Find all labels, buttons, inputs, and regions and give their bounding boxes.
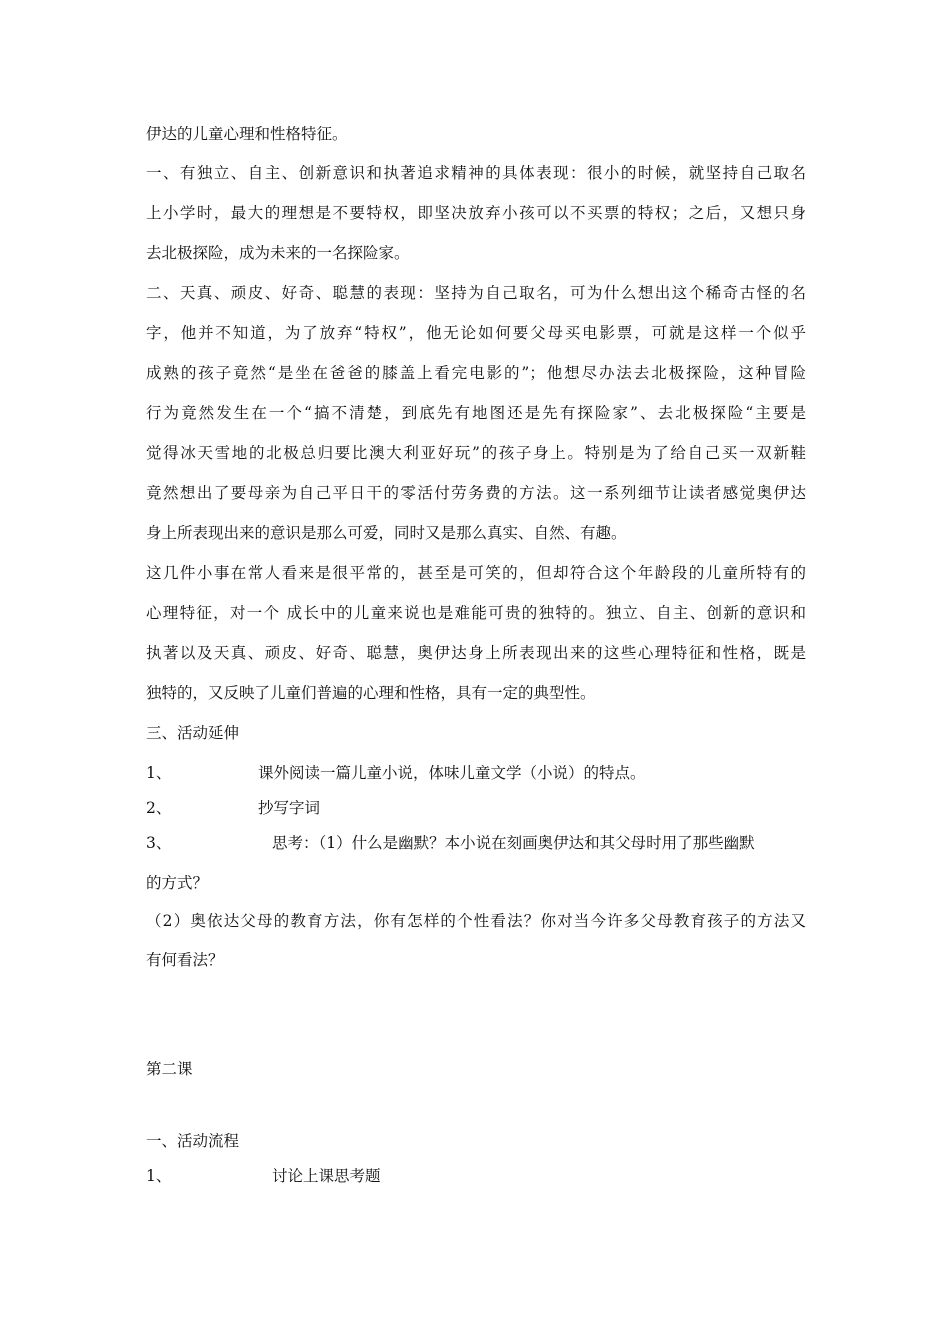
intro-tail: 伊达的儿童心理和性格特征。 [146, 125, 348, 143]
lesson2-title: 第二课 [146, 1060, 193, 1078]
item-text: 抄写字词 [258, 799, 321, 817]
item-text: 思考：（1）什么是幽默？本小说在刻画奥伊达和其父母时用了那些幽默 [272, 834, 755, 852]
item-number: 2、 [146, 799, 172, 817]
point2-line: 身上所表现出来的意识是那么可爱，同时又是那么真实、自然、有趣。 [146, 524, 627, 542]
lesson2-item-1 [146, 1166, 806, 1186]
summary-line: 心理特征，对一个 成长中的儿童来说也是难能可贵的独特的。独立、自主、创新的意识和 [146, 604, 806, 622]
point2-line: 觉得冰天雪地的北极总归要比澳大利亚好玩”的孩子身上。特别是为了给自己买一双新鞋 [146, 444, 806, 462]
item-text: 讨论上课思考题 [272, 1167, 381, 1185]
summary-line: 这几件小事在常人看来是很平常的，甚至是可笑的，但却符合这个年龄段的儿童所特有的 [146, 564, 806, 582]
point2-line: 成熟的孩子竟然“是坐在爸爸的膝盖上看完电影的”；他想尽办法去北极探险，这种冒险 [146, 364, 806, 382]
item3-continuation: 的方式？ [146, 874, 209, 892]
point1-line: 一、有独立、自主、创新意识和执著追求精神的具体表现：很小的时候，就坚持自己取名 [146, 164, 806, 182]
summary-line: 独特的，又反映了儿童们普遍的心理和性格，具有一定的典型性。 [146, 684, 596, 702]
point1-line: 去北极探险，成为未来的一名探险家。 [146, 244, 410, 262]
summary-line: 执著以及天真、顽皮、好奇、聪慧，奥伊达身上所表现出来的这些心理特征和性格，既是 [146, 644, 806, 662]
item-number: 3、 [146, 834, 172, 852]
question2-line: 有何看法？ [146, 951, 224, 969]
extension-item-2 [146, 798, 806, 818]
question2-line: （2）奥依达父母的教育方法，你有怎样的个性看法？你对当今许多父母教育孩子的方法又 [146, 912, 806, 930]
extension-item-3 [146, 833, 806, 853]
extension-item-1 [146, 763, 806, 783]
item-text: 课外阅读一篇儿童小说，体味儿童文学（小说）的特点。 [258, 764, 646, 782]
point2-line: 字，他并不知道，为了放弃“特权”，他无论如何要父母买电影票，可就是这样一个似乎 [146, 324, 806, 342]
point2-line: 竟然想出了要母亲为自己平日干的零活付劳务费的方法。这一系列细节让读者感觉奥伊达 [146, 484, 806, 502]
point1-line: 上小学时，最大的理想是不要特权，即坚决放弃小孩可以不买票的特权；之后，又想只身 [146, 204, 806, 222]
point2-line: 二、天真、顽皮、好奇、聪慧的表现：坚持为自己取名，可为什么想出这个稀奇古怪的名 [146, 284, 806, 302]
point2-line: 行为竟然发生在一个“搞不清楚，到底先有地图还是先有探险家”、去北极探险“主要是 [146, 404, 806, 422]
item-number: 1、 [146, 764, 172, 782]
section3-heading: 三、活动延伸 [146, 724, 240, 742]
lesson2-heading: 一、活动流程 [146, 1132, 240, 1150]
item-number: 1、 [146, 1167, 172, 1185]
